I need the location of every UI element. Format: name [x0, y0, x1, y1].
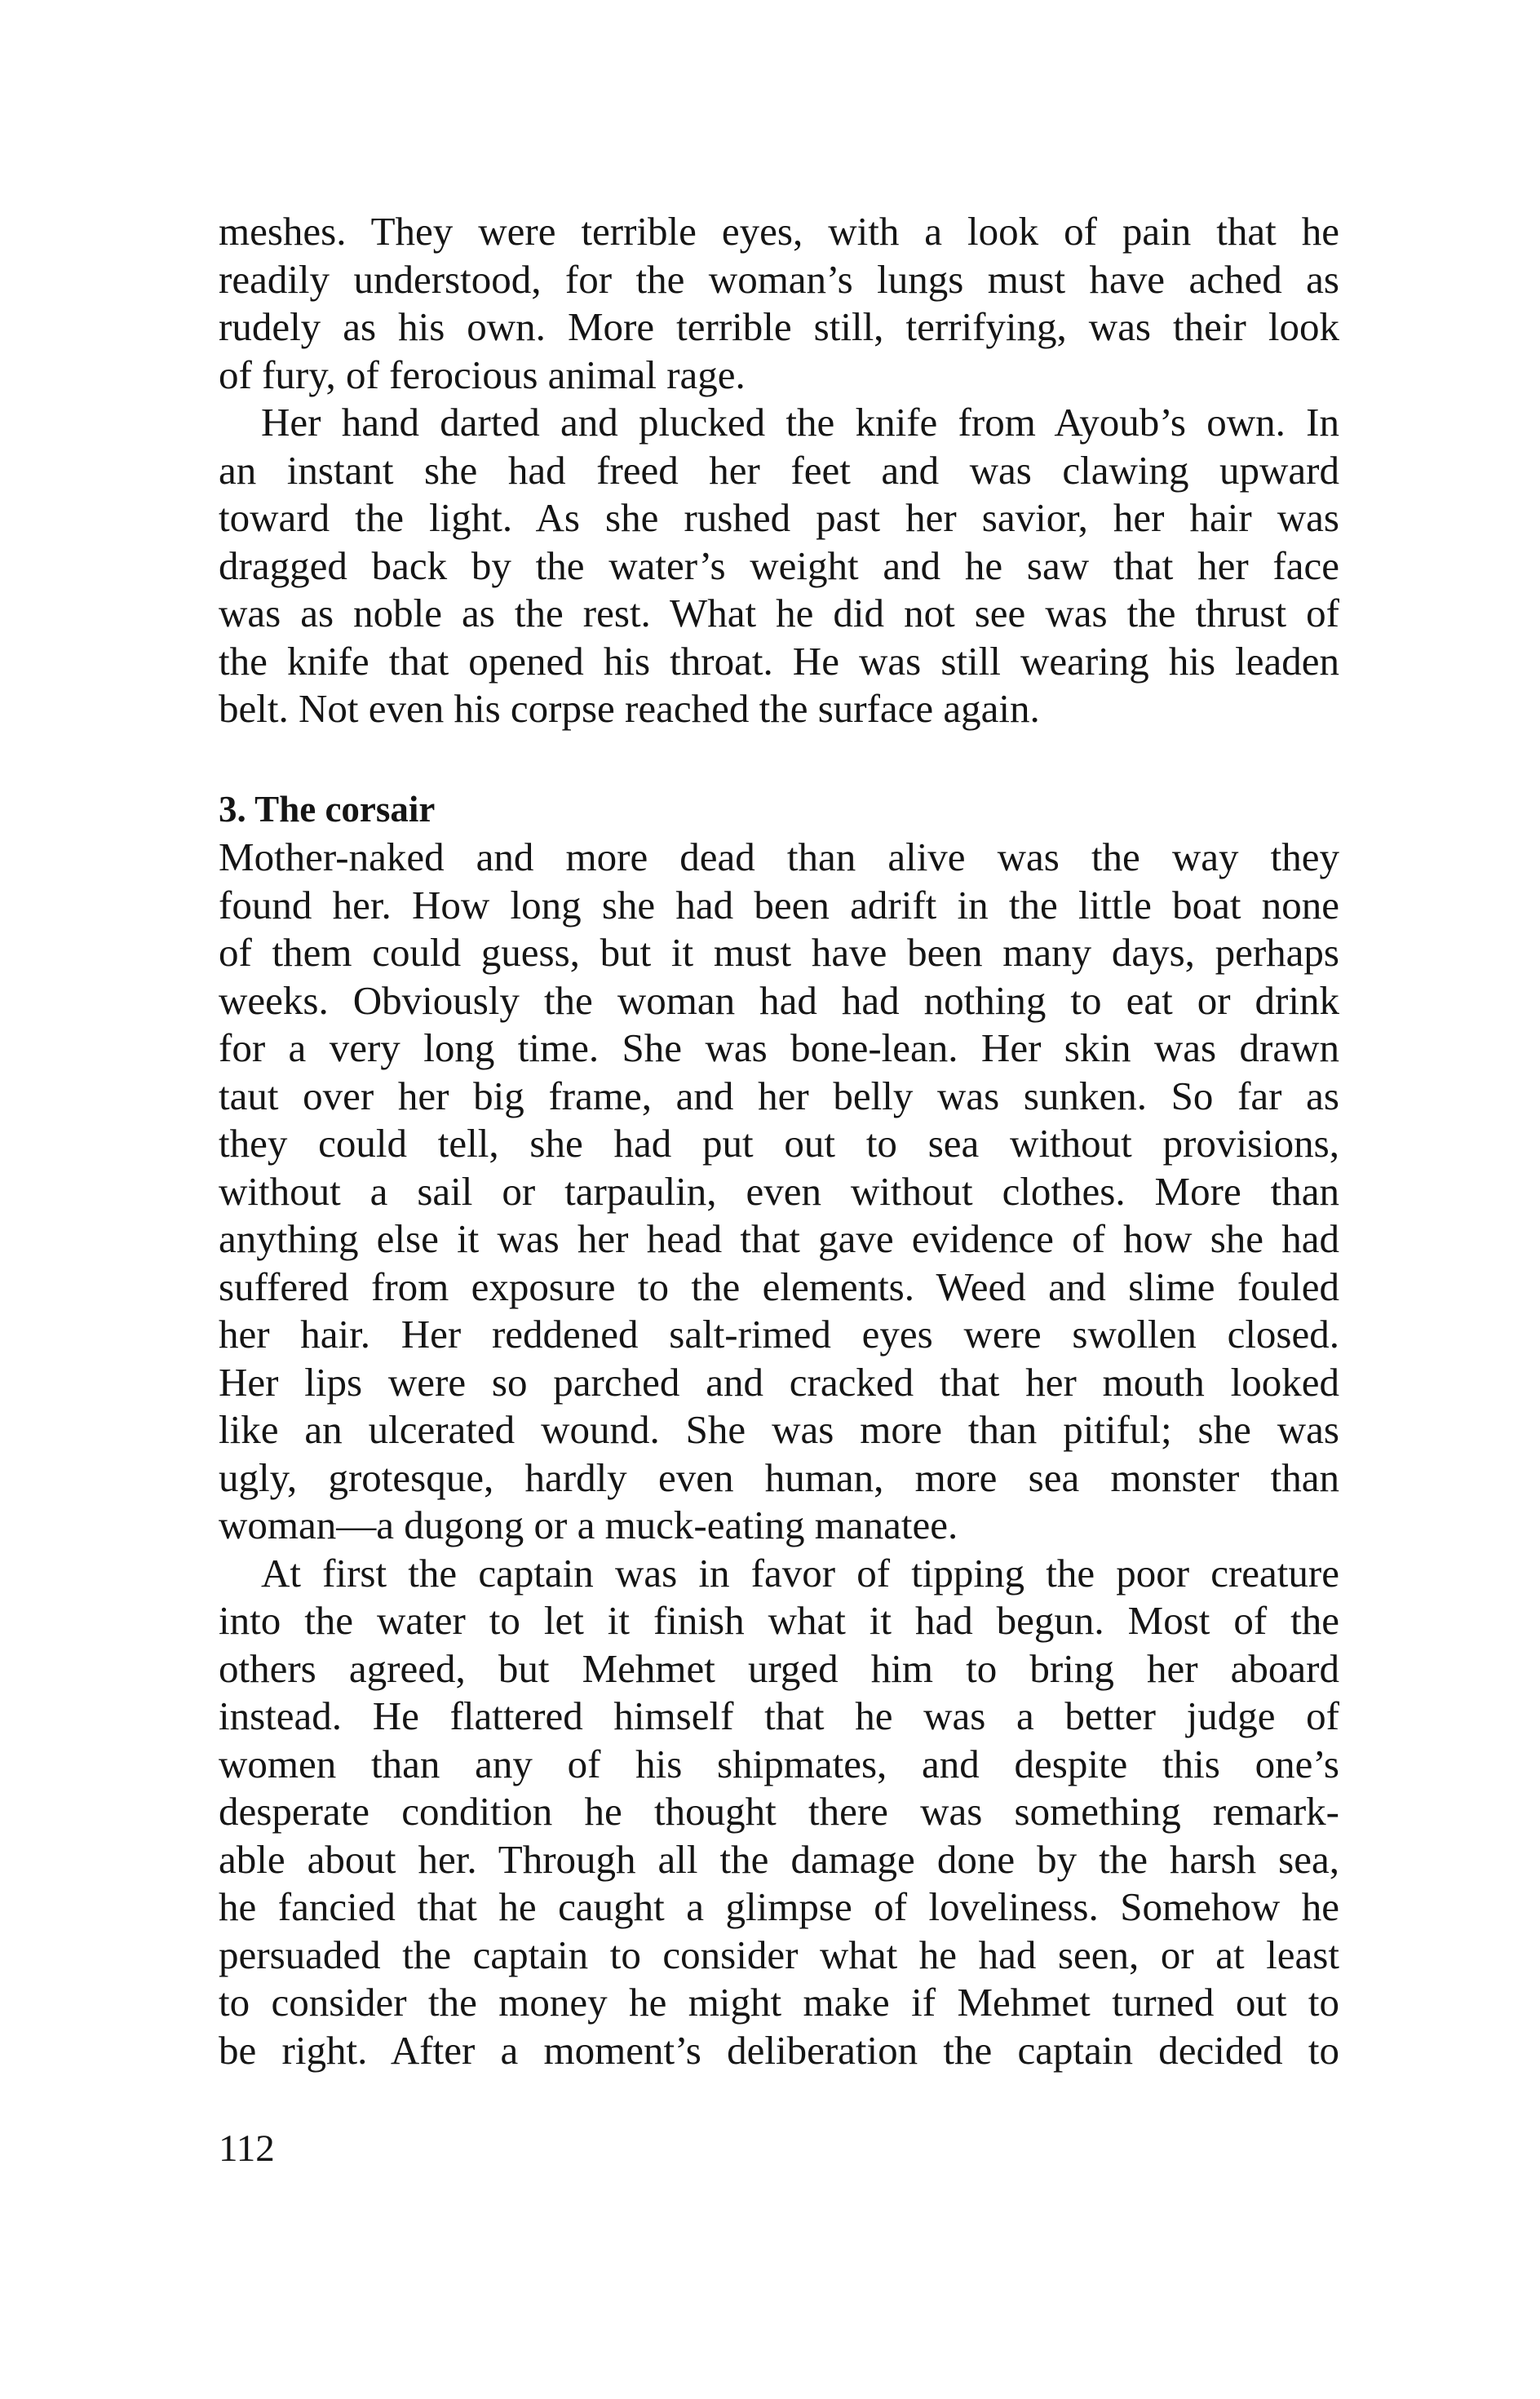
- text-line: the knife that opened his throat. He was still wearing his leaden: [219, 638, 1339, 684]
- text-line: like an ulcerated wound. She was more than pitiful; she was: [219, 1407, 1339, 1452]
- text-line: of fury, of ferocious animal rage.: [219, 352, 746, 397]
- text-line: meshes. They were terrible eyes, with a look of pain that he: [219, 209, 1339, 254]
- text-line: Her lips were so parched and cracked that her mouth looked: [219, 1359, 1339, 1405]
- text-line: found her. How long she had been adrift in the little boat none: [219, 882, 1339, 927]
- section-heading: 3. The corsair: [219, 789, 436, 830]
- text-line: her hair. Her reddened salt-rimed eyes were swollen closed.: [219, 1312, 1339, 1357]
- text-line: woman—a dugong or a muck-eating manatee.: [219, 1503, 958, 1547]
- text-line: anything else it was her head that gave evidence of how she had: [219, 1216, 1339, 1261]
- text-line: Mother-naked and more dead than alive was the way they: [219, 834, 1339, 879]
- text-line: an instant she had freed her feet and was clawing upward: [219, 447, 1339, 493]
- text-line: weeks. Obviously the woman had had nothing to eat or drink: [219, 977, 1339, 1023]
- text-line: suffered from exposure to the elements. Weed and slime fouled: [219, 1264, 1339, 1309]
- text-line: At first the captain was in favor of tipping the poor creature: [261, 1550, 1339, 1596]
- text-line: without a sail or tarpaulin, even without clothes. More than: [219, 1168, 1339, 1214]
- text-line: desperate condition he thought there was something remark-: [219, 1789, 1339, 1834]
- text-line: was as noble as the rest. What he did not see was the thrust of: [219, 591, 1339, 635]
- text-line: to consider the money he might make if Mehmet turned out to: [219, 1980, 1339, 2025]
- text-line: he fancied that he caught a glimpse of loveliness. Somehow he: [219, 1884, 1339, 1929]
- text-block-before-heading: [219, 208, 1339, 733]
- text-line: instead. He flattered himself that he was a better judge of: [219, 1693, 1339, 1738]
- text-line: readily understood, for the woman’s lungs must have ached as: [219, 256, 1339, 302]
- text-line: others agreed, but Mehmet urged him to bring her aboard: [219, 1645, 1339, 1691]
- text-line: into the water to let it finish what it had begun. Most of the: [219, 1598, 1339, 1643]
- page-number: 112: [219, 2127, 275, 2170]
- text-line: of them could guess, but it must have been many days, perhaps: [219, 930, 1339, 975]
- text-line: toward the light. As she rushed past her savior, her hair was: [219, 495, 1339, 540]
- text-line: rudely as his own. More terrible still, terrifying, was their look: [219, 304, 1339, 349]
- text-line: ugly, grotesque, hardly even human, more sea monster than: [219, 1454, 1339, 1500]
- text-line: able about her. Through all the damage done by the harsh sea,: [219, 1836, 1339, 1882]
- text-line: for a very long time. She was bone-lean. Her skin was drawn: [219, 1025, 1339, 1070]
- text-line: belt. Not even his corpse reached the surface again.: [219, 686, 1040, 731]
- text-block-after-heading: [219, 834, 1339, 2074]
- text-line: Her hand darted and plucked the knife from Ayoub’s own. In: [261, 400, 1339, 445]
- text-line: dragged back by the water’s weight and he saw that her face: [219, 542, 1339, 588]
- text-line: women than any of his shipmates, and despite this one’s: [219, 1741, 1339, 1786]
- text-line: be right. After a moment’s deliberation the captain decided to: [219, 2027, 1339, 2073]
- text-line: they could tell, she had put out to sea without provisions,: [219, 1121, 1339, 1166]
- text-line: taut over her big frame, and her belly was sunken. So far as: [219, 1073, 1339, 1118]
- text-line: persuaded the captain to consider what he had seen, or at least: [219, 1932, 1339, 1977]
